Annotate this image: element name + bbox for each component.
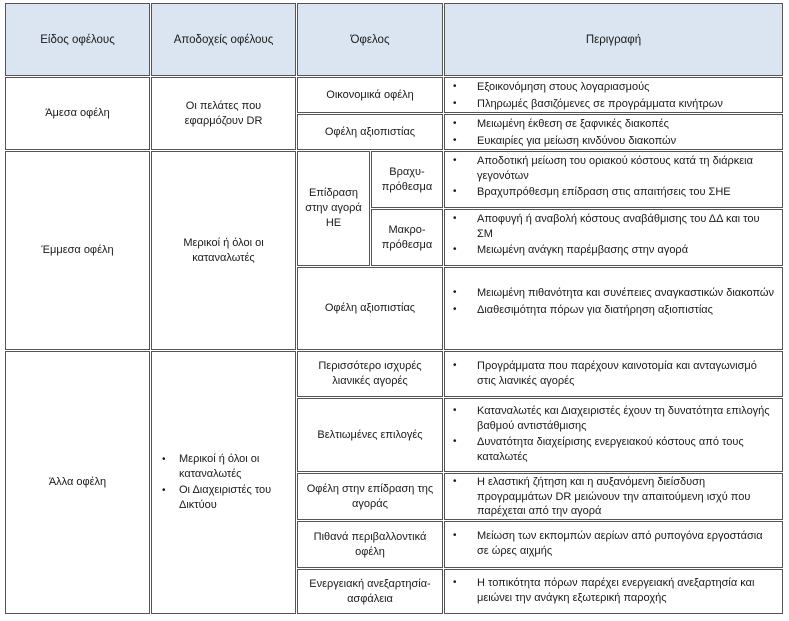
list-item [453,185,776,200]
other-desc-market-impact [444,473,783,520]
short-term-label: Βραχυ-πρόθεσμα [381,165,433,193]
list-item [453,97,776,112]
list-item [453,303,776,318]
long-term-label: Μακρο-πρόθεσμα [381,223,433,251]
list-item-text: Διαθεσιμότητα πόρων για διατήρηση αξιοπιστίας [477,303,713,316]
benefit-label: Περισσότερο ισχυρές λιανικές αγορές [318,360,422,387]
list-item-text: Η τοπικότητα πόρων παρέχει ενεργειακή ανεξαρτησία και μειώνει την ανάγκη εξωτερική παροχής [477,577,755,604]
indirect-type-label: Έμμεσα οφέλη [41,244,114,256]
indirect-desc-long-term [444,209,783,266]
indirect-short-term-cell [371,151,443,208]
bullet-icon: • [453,303,457,315]
list-item-text: Αποφυγή ή αναβολή κόστους αναβάθμισης του ΔΔ και του ΣΜ [477,213,760,240]
bullet-icon: • [453,436,457,447]
list-item-text: Καταναλωτές και Διαχειριστές έχουν τη δυνατότητα επιλογής βαθμού αντιστάθμισης [477,405,770,432]
other-benefit-retail [297,351,443,397]
bullet-icon: • [162,484,166,496]
indirect-long-term-cell [371,209,443,266]
bullet-icon: • [453,213,457,224]
list-item [453,243,776,258]
bullet-icon: • [453,577,457,588]
bullet-icon: • [453,360,457,371]
bullet-icon: • [453,405,457,416]
other-benefit-independence [297,569,443,614]
list-item-text: Οι Διαχειριστές του Δικτύου [179,483,272,511]
other-desc-choices [444,398,783,472]
direct-type-label: Άμεσα οφέλη [45,107,110,119]
benefit-label: Οφέλη αξιοπιστίας [324,302,416,314]
other-type-label: Άλλα οφέλη [48,476,107,488]
list-item [453,286,776,301]
bullet-icon: • [453,244,457,255]
benefit-label: Οφέλη αξιοπιστίας [324,125,416,138]
list-item-text: Μειωμένη ανάγκη παρέμβασης στην αγορά [477,244,689,256]
header-benefit-type [5,3,150,76]
list-item-text: Βραχυπρόθεσμη επίδραση στις απαιτήσεις του ΣΗΕ [477,186,731,198]
list-item-text: Μερικοί ή όλοι οι καταναλωτές [179,452,260,480]
other-desc-retail [444,351,783,397]
bullet-icon: • [453,118,457,129]
other-desc-environmental [444,521,783,568]
list-item-text: Αποδοτική μείωση του οριακού κόστους κατά τη διάρκεια γεγονότων [477,155,753,182]
bullet-icon: • [453,81,457,92]
other-benefit-choices [297,398,443,472]
indirect-market-cell [297,151,370,266]
header-benefit-label: Όφελος [350,33,390,46]
list-item [453,80,776,95]
benefit-label: Οικονομικά οφέλη [326,88,414,101]
bullet-icon: • [453,97,457,109]
list-item [453,576,776,605]
direct-benefit-economic [297,77,443,113]
list-item [453,117,776,132]
bullet-icon: • [453,530,457,541]
benefit-label: Οφέλη στην επίδραση της αγοράς [306,482,434,510]
direct-recipients-cell [151,77,296,150]
list-item-text: Ευκαιρίες για μείωση κινδύνου διακοπών [477,134,677,147]
indirect-type-cell [5,151,150,350]
list-item [453,529,776,558]
list-item [453,134,776,149]
list-item-text: Μειωμένη έκθεση σε ξαφνικές διακοπές [477,118,669,130]
market-label: Επίδραση στην αγορά ΗΕ [305,187,362,229]
list-item [453,475,776,519]
bullet-icon: • [162,453,166,465]
indirect-recipients-label: Μερικοί ή όλοι οι καταναλωτές [183,236,264,264]
list-item [453,359,776,388]
header-recipients-label: Αποδοχείς οφέλους [173,33,274,46]
indirect-benefit-reliability [297,267,443,350]
list-item-text: Μείωση των εκπομπών αερίων από ρυπογόνα εργοστάσια σε ώρες αιχμής [477,530,763,557]
direct-benefit-reliability [297,114,443,150]
list-item [453,212,776,241]
bullet-icon: • [453,476,457,487]
indirect-recipients-cell [151,151,296,350]
list-item-text: Εξοικονόμηση στους λογαριασμούς [477,81,650,93]
indirect-desc-short-term [444,151,783,208]
direct-desc-economic [444,77,783,113]
header-description [444,3,783,76]
bullet-icon: • [453,186,457,197]
list-item-text: Η ελαστική ζήτηση και η αυξανόμενη διείσδυση προγραμμάτων DR μειώνουν την απαιτούμενη ισχύ που παρέχεται από την αγορά [477,476,751,517]
list-item [453,404,776,433]
list-item-text: Πληρωμές βασιζόμενες σε προγράμματα κινήτρων [477,97,723,110]
list-item-text: Μειωμένη πιθανότητα και συνέπειες αναγκαστικών διακοπών [477,287,774,299]
list-item-text: Προγράμματα που παρέχουν καινοτομία και ανταγωνισμό στις λιανικές αγορές [477,360,757,387]
header-benefit [297,3,443,76]
list-item-text: Δυνατότητα διαχείρισης ενεργειακού κόστους από τους καταλωτές [477,436,744,463]
list-item [162,452,287,482]
header-recipients [151,3,296,76]
list-item [453,154,776,183]
other-desc-independence [444,569,783,614]
other-type-cell [5,351,150,614]
bullet-icon: • [453,287,457,298]
other-recipients-cell [151,351,296,614]
direct-recipients-label: Οι πελάτες που εφαρμόζουν DR [184,99,263,127]
header-description-label: Περιγραφή [585,33,642,46]
header-benefit-type-label: Είδος οφέλους [40,33,115,46]
list-item [162,483,287,513]
bullet-icon: • [453,155,457,166]
benefit-label: Πιθανά περιβαλλοντικά οφέλη [313,530,427,558]
list-item [453,435,776,464]
indirect-desc-reliability [444,267,783,350]
benefit-label: Ενεργειακή ανεξαρτησία-ασφάλεια [309,577,431,605]
bullet-icon: • [453,134,457,146]
other-benefit-environmental [297,521,443,568]
other-benefit-market-impact [297,473,443,520]
benefit-label: Βελτιωμένες επιλογές [317,428,423,441]
direct-type-cell [5,77,150,150]
direct-desc-reliability [444,114,783,150]
